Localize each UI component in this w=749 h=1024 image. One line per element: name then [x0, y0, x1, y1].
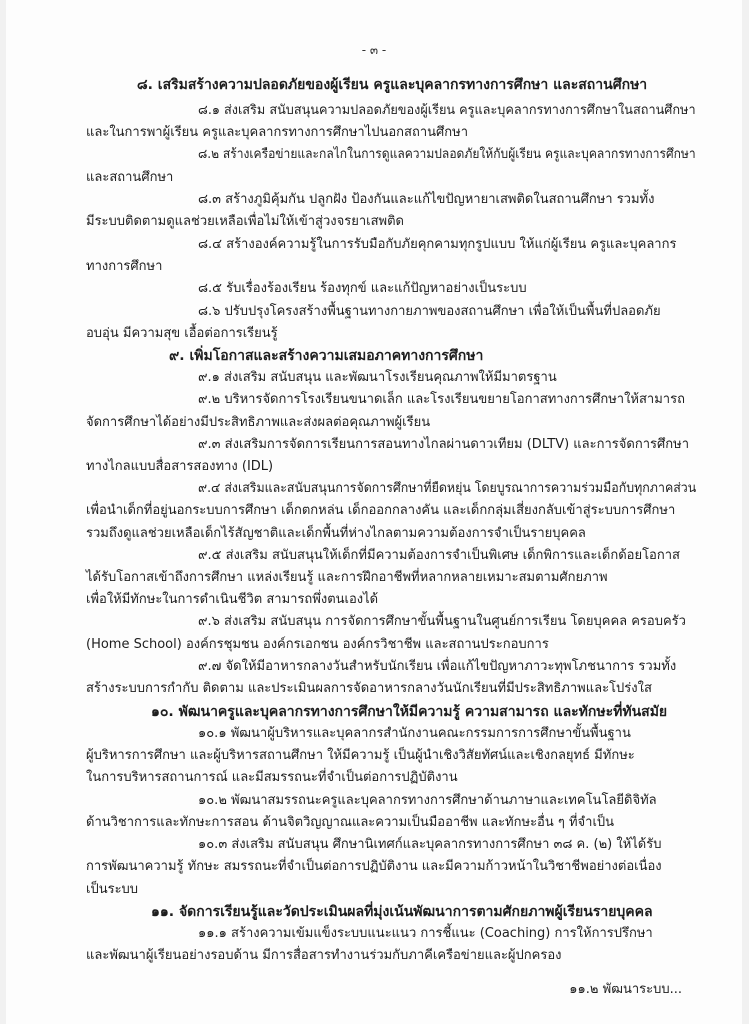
section-11-heading: ๑๑. จัดการเรียนรู้และวัดประเมินผลที่มุ่งเน้นพัฒนาการตามศักยภาพผู้เรียนรายบุคคล — [151, 904, 653, 920]
item-10-3-line-1: ๑๐.๓ ส่งเสริม สนับสนุน ศึกษานิเทศก์และบุคลากรทางการศึกษา ๓๘ ค. (๒) ให้ได้รับ — [198, 837, 662, 852]
item-9-5-line-1: ๙.๕ ส่งเสริม สนับสนุนให้เด็กที่มีความต้องการจำเป็นพิเศษ เด็กพิการและเด็กด้อยโอกาส — [198, 548, 680, 563]
section-9-heading: ๙. เพิ่มโอกาสและสร้างความเสมอภาคทางการศึกษา — [169, 348, 484, 364]
item-9-4-line-1: ๙.๔ ส่งเสริมและสนับสนุนการจัดการศึกษาที่ยืดหยุ่น โดยบูรณาการความร่วมมือกับทุกภาคส่วน — [198, 481, 697, 496]
item-10-1-line-3: ในการบริหารสถานการณ์ และมีสมรรถนะที่จำเป็นต่อการปฏิบัติงาน — [86, 770, 458, 785]
item-11-1-line-1: ๑๑.๑ สร้างความเข้มแข็งระบบแนะแนว การชี้แนะ (Coaching) การให้การปรึกษา — [198, 926, 653, 941]
item-9-3-line-1: ๙.๓ ส่งเสริมการจัดการเรียนการสอนทางไกลผ่านดาวเทียม (DLTV) และการจัดการศึกษา — [198, 437, 689, 452]
item-8-6-line-1: ๘.๖ ปรับปรุงโครงสร้างพื้นฐานทางกายภาพของสถานศึกษา เพื่อให้เป็นพื้นที่ปลอดภัย — [198, 304, 661, 319]
item-10-2-line-2: ด้านวิชาการและทักษะการสอน ด้านจิตวิญญาณและความเป็นมืออาชีพ และทักษะอื่น ๆ ที่จำเป็น — [86, 815, 615, 830]
item-8-2-line-2: และสถานศึกษา — [86, 170, 174, 185]
section-8-heading: ๘. เสริมสร้างความปลอดภัยของผู้เรียน ครูและบุคลากรทางการศึกษา และสถานศึกษา — [136, 77, 648, 93]
item-9-6-line-1: ๙.๖ ส่งเสริม สนับสนุน การจัดการศึกษาขั้นพื้นฐานในศูนย์การเรียน โดยบุคคล ครอบครัว — [198, 614, 686, 629]
item-8-1-line-1: ๘.๑ ส่งเสริม สนับสนุนความปลอดภัยของผู้เรียน ครูและบุคลากรทางการศึกษาในสถานศึกษา — [198, 103, 696, 118]
document-page — [6, 0, 742, 1024]
item-9-5-line-2: ได้รับโอกาสเข้าถึงการศึกษา แหล่งเรียนรู้ และการฝึกอาชีพที่หลากหลายเหมาะสมตามศักยภาพ — [86, 570, 608, 585]
item-10-2-line-1: ๑๐.๒ พัฒนาสมรรถนะครูและบุคลากรทางการศึกษาด้านภาษาและเทคโนโลยีดิจิทัล — [198, 793, 657, 808]
item-10-1-line-1: ๑๐.๑ พัฒนาผู้บริหารและบุคลากรสำนักงานคณะกรรมการการศึกษาขั้นพื้นฐาน — [198, 726, 631, 741]
item-8-2-line-1: ๘.๒ สร้างเครือข่ายและกลไกในการดูแลความปลอดภัยให้กับผู้เรียน ครูและบุคลากรทางการศึกษา — [198, 147, 696, 162]
item-11-1-line-2: และพัฒนาผู้เรียนอย่างรอบด้าน มีการสื่อสารทำงานร่วมกับภาคีเครือข่ายและผู้ปกครอง — [86, 948, 562, 963]
item-8-1-line-2: และในการพาผู้เรียน ครูและบุคลากรทางการศึกษาไปนอกสถานศึกษา — [86, 125, 469, 140]
item-10-3-line-2: การพัฒนาความรู้ ทักษะ สมรรถนะที่จำเป็นต่อการปฏิบัติงาน และมีความก้าวหน้าในวิชาชีพอย่างต่อเนื่อง — [86, 859, 662, 874]
item-8-4-line-1: ๘.๔ สร้างองค์ความรู้ในการรับมือกับภัยคุกคามทุกรูปแบบ ให้แก่ผู้เรียน ครูและบุคลากร — [198, 237, 677, 252]
continuation-text: ๑๑.๒ พัฒนาระบบ... — [569, 982, 682, 997]
section-10-heading: ๑๐. พัฒนาครูและบุคลากรทางการศึกษาให้มีความรู้ ความสามารถ และทักษะที่ทันสมัย — [151, 704, 668, 720]
item-10-3-line-3: เป็นระบบ — [86, 882, 139, 897]
item-9-2-line-2: จัดการศึกษาได้อย่างมีประสิทธิภาพและส่งผลต่อคุณภาพผู้เรียน — [86, 415, 431, 430]
item-9-4-line-2: เพื่อนำเด็กที่อยู่นอกระบบการศึกษา เด็กตกหล่น เด็กออกกลางคัน และเด็กกลุ่มเสี่ยงกลับเข้าสู่ระบบการศึกษา — [86, 503, 676, 518]
item-9-5-line-3: เพื่อให้มีทักษะในการดำเนินชีวิต สามารถพึ่งตนเองได้ — [86, 592, 379, 607]
item-9-1-line-1: ๙.๑ ส่งเสริม สนับสนุน และพัฒนาโรงเรียนคุณภาพให้มีมาตรฐาน — [198, 370, 557, 385]
item-8-3-line-1: ๘.๓ สร้างภูมิคุ้มกัน ปลูกฝัง ป้องกันและแก้ไขปัญหายาเสพติดในสถานศึกษา รวมทั้ง — [198, 192, 655, 207]
item-9-7-line-2: สร้างระบบการกำกับ ติดตาม และประเมินผลการจัดอาหารกลางวันนักเรียนที่มีประสิทธิภาพและโปร่งใส — [86, 681, 652, 696]
page-number: - ๓ - — [361, 43, 387, 57]
item-9-4-line-3: รวมถึงดูแลช่วยเหลือเด็กไร้สัญชาติและเด็กพื้นที่ห่างไกลตามความต้องการจำเป็นรายบุคคล — [86, 526, 586, 541]
item-8-5-line-1: ๘.๕ รับเรื่องร้องเรียน ร้องทุกข์ และแก้ปัญหาอย่างเป็นระบบ — [198, 281, 527, 296]
item-9-3-line-2: ทางไกลแบบสื่อสารสองทาง (IDL) — [86, 459, 274, 474]
item-10-1-line-2: ผู้บริหารการศึกษา และผู้บริหารสถานศึกษา ให้มีความรู้ เป็นผู้นำเชิงวิสัยทัศน์และเชิงกลยุทธ์ มีทักษะ — [86, 748, 635, 763]
item-9-7-line-1: ๙.๗ จัดให้มีอาหารกลางวันสำหรับนักเรียน เพื่อแก้ไขปัญหาภาวะทุพโภชนาการ รวมทั้ง — [198, 659, 677, 674]
item-8-6-line-2: อบอุ่น มีความสุข เอื้อต่อการเรียนรู้ — [86, 326, 278, 341]
item-9-2-line-1: ๙.๒ บริหารจัดการโรงเรียนขนาดเล็ก และโรงเรียนขยายโอกาสทางการศึกษาให้สามารถ — [198, 392, 685, 407]
item-8-4-line-2: ทางการศึกษา — [86, 259, 163, 274]
item-8-3-line-2: มีระบบติดตามดูแลช่วยเหลือเพื่อไม่ให้เข้าสู่วงจรยาเสพติด — [86, 214, 404, 229]
item-9-6-line-2: (Home School) องค์กรชุมชน องค์กรเอกชน องค์กรวิชาชีพ และสถานประกอบการ — [86, 637, 549, 652]
